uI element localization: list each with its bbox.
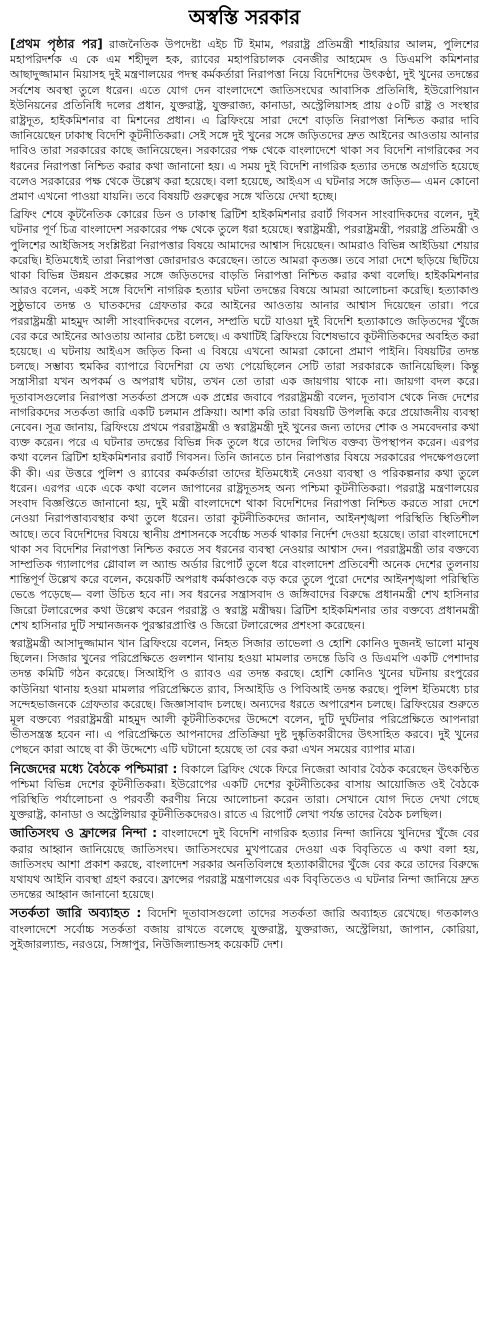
paragraph-text: বিদেশি দূতাবাসগুলো তাদের সতর্কতা জারি অব্যাহত রেখেছে। গতকালও বাংলাদেশে সর্বোচ্চ সতর্কতা বজায় রাখতে বলেছে যুক্তরাষ্ট্র, যুক্তরাজ্য, অস্ট্রেলিয়া, জাপান, কোরিয়া, সুইজারল্যান্ড, নরওয়ে, সিঙ্গাপুর, নিউজিল্যান্ডসহ কয়েকটি দেশ। xyxy=(10,907,479,951)
paragraph-text: ব্রিফিং শেষে কূটনৈতিক কোরের ডিন ও ঢাকাস্থ ব্রিটিশ হাইকমিশনার রবার্ট গিবসন সাংবাদিকদের বলেন, দুই ঘটনার পূর্ণ চিত্র বাংলাদেশ সরকারের পক্ষ থেকে তুলে ধরা হয়েছে। স্বরাষ্ট্রমন্ত্রী, পররাষ্ট্রমন্ত্রী, পররাষ্ট্র প্রতিমন্ত্রী ও পুলিশের আইজিসহ সংশ্লিষ্টরা নিরাপত্তার বিষয়ে আমাদের আশ্বাস দিয়েছেন। আমরাও বিভিন্ন আইডিয়া শেয়ার করেছি। ইতিমধ্যেই তারা নিরাপত্তা জোরদারও করেছেন। তাতে আমরা কৃতজ্ঞ। তবে সারা দেশে ছড়িয়ে ছিটিয়ে থাকা বিভিন্ন উন্নয়ন প্রকল্পের সঙ্গে জড়িতদের বাড়তি নিরাপত্তা নিশ্চিত করার কথা বলেছি। হাইকমিশনার আরও বলেন, একই সঙ্গে বিদেশি নাগরিক হত্যার ঘটনা তদন্তের বিষয়ে আমরা আলোচনা করেছি। হত্যাকাণ্ড সুষ্ঠুভাবে তদন্ত ও ঘাতকদের গ্রেফতার করে আইনের আওতায় আনার আশ্বাস দিয়েছেন তারা। পরে পররাষ্ট্রমন্ত্রী মাহমুদ আলী সাংবাদিকদের বলেন, সম্প্রতি ঘটে যাওয়া দুই বিদেশি হত্যাকাণ্ডে জড়িতদের খুঁজে বের করে আইনের আওতায় আনার চেষ্টা চলছে। এ কথাটিই ব্রিফিংয়ে বিশেষভাবে কূটনীতিকদের অবহিত করা হয়েছে। এ ঘটনায় আইএস জড়িত কিনা এ বিষয়ে এখনো আমরা কোনো প্রমাণ পাইনি। বিষয়টির তদন্ত চলছে। সম্ভাব্য হুমকির ব্যাপারে বিদেশিরা যে তথ্য পেয়েছিলেন সেটি তারা সরকারকে জানিয়েছিল। কিন্তু সন্ত্রাসীরা যখন অপকর্ম ও অপরাধ ঘটায়, তখন তো তারা এক জায়গায় থাকে না। জায়গা বদল করে। দূতাবাসগুলোর নিরাপত্তা সতর্কতা প্রসঙ্গে এক প্রশ্নের জবাবে পররাষ্ট্রমন্ত্রী বলেন, দূতাবাস থেকে নিজ দেশের নাগরিকদের সতর্কতা জারি একটি চলমান প্রক্রিয়া। আশা করি তারা বিষয়টি উপলব্ধি করে প্রয়োজনীয় ব্যবস্থা নেবেন। সূত্র জানায়, ব্রিফিংয়ে প্রথমে পররাষ্ট্রমন্ত্রী ও স্বরাষ্ট্রমন্ত্রী দুই খুনের জন্য তাদের শোক ও সমবেদনার কথা ব্যক্ত করেন। পরে এ ঘটনার তদন্তের বিভিন্ন দিক তুলে ধরে তাদের লিখিত বক্তব্য উপস্থাপন করেন। এরপর কথা বলেন ব্রিটিশ হাইকমিশনার রবার্ট গিবসন। তিনি জানতে চান নিরাপত্তার বিষয়ে সরকারের পদক্ষেপগুলো কী কী। এর উত্তরে পুলিশ ও র‍্যাবের কর্মকর্তারা তাদের ইতিমধ্যেই নেওয়া ব্যবস্থা ও পরিকল্পনার কথা তুলে ধরেন। এরপর একে একে কথা বলেন জাপানের রাষ্ট্রদূতসহ অন্য পশ্চিমা কূটনীতিকরা। পররাষ্ট্র মন্ত্রণালয়ের সংবাদ বিজ্ঞপ্তিতে জানানো হয়, দুই মন্ত্রী বাংলাদেশে থাকা বিদেশিদের নিরাপত্তা নিশ্চিত করতে সারা দেশে নেওয়া নিরাপত্তাব্যবস্থার কথা তুলে ধরেন। তারা কূটনীতিকদের জানান, আইনশৃঙ্খলা পরিস্থিতি স্থিতিশীল আছে। তবে বিদেশিদের বিষয়ে স্থানীয় প্রশাসনকে সর্বোচ্চ সতর্ক থাকার নির্দেশ দেওয়া হয়েছে। তারা বাংলাদেশে থাকা সব বিদেশির নিরাপত্তা নিশ্চিত করতে সব ধরনের ব্যবস্থা নেওয়ার আশ্বাস দেন। পররাষ্ট্রমন্ত্রী তার বক্তব্যে সাম্প্রতিক গ্যালাপের গ্লোবাল ল অ্যান্ড অর্ডার রিপোর্ট তুলে ধরে বাংলাদেশ প্রতিবেশী অনেক দেশের তুলনায় শান্তিপূর্ণ উল্লেখ করে বলেন, কয়েকটি অপরাধ কর্মকাণ্ডকে বড় করে তুলে পুরো দেশের আইনশৃঙ্খলা পরিস্থিতি ভেঙে পড়েছে— বলা উচিত হবে না। সব ধরনের সন্ত্রাসবাদ ও জঙ্গিবাদের বিরুদ্ধে প্রধানমন্ত্রী শেখ হাসিনার জিরো টলারেন্সের কথা উল্লেখ করেন পররাষ্ট্র ও স্বরাষ্ট্র মন্ত্রীদ্বয়। ব্রিটিশ হাইকমিশনার তার বক্তব্যে প্রধানমন্ত্রী শেখ হাসিনার দুটি সম্মানজনক পুরস্কারপ্রাপ্তি ও জিরো টলারেন্সের প্রশংসা করেছেন। xyxy=(10,208,479,632)
paragraph-text: স্বরাষ্ট্রমন্ত্রী আসাদুজ্জামান খান ব্রিফিংয়ে বলেন, নিহত সিজার তাভেলা ও হোশি কোনিও দুজনই ভালো মানুষ ছিলেন। সিজার খুনের পরিপ্রেক্ষিতে গুলশান থানায় হওয়া মামলার তদন্তে ডিবি ও ডিএমপি একটি পেশাদার তদন্ত কমিটি গঠন করেছে। সিআইপি ও র‍্যাবও এর তদন্ত করছে। হোশি কোনিও খুনের ঘটনায় রংপুরের কাউনিয়া থানায় হওয়া মামলার পরিপ্রেক্ষিতে র‍্যাব, সিআইডি ও পিবিআই তদন্ত করছে। পুলিশ ইতিমধ্যে চার সন্দেহভাজনকে গ্রেফতার করেছে। জিজ্ঞাসাবাদ চলছে। অন্যদের ধরতে অপারেশন চলছে। ব্রিফিংয়ের শুরুতে মূল বক্তব্যে পররাষ্ট্রমন্ত্রী মাহমুদ আলী কূটনীতিকদের উদ্দেশে বলেন, দুটি দুর্ঘটনার পরিপ্রেক্ষিতে আপনারা ভীতসন্ত্রস্ত হবেন না। এ পরিপ্রেক্ষিতে আপনাদের প্রতিক্রিয়া দুষ্ট দুষ্কৃতিকারীদের উৎসাহিত করবে। দুই খুনের পেছনে কারা আছে বা কী উদ্দেশ্যে এটি ঘটানো হয়েছে তা বের করা এখন সময়ের ব্যাপার মাত্র। xyxy=(10,636,479,757)
paragraph-6 xyxy=(10,905,479,952)
paragraph-text: বিকালে ব্রিফিং থেকে ফিরে নিজেরা আবার বৈঠক করেছেন উৎকণ্ঠিত পশ্চিমা বিভিন্ন দেশের কূটনীতিকরা। ইউরোপের একটি দেশের কূটনীতিকের বাসায় আয়োজিত ওই বৈঠকে পরিস্থিতি পর্যালোচনা ও পরবর্তী করণীয় নিয়ে আলোচনা করেন তারা। সেখানে যোগ দিতে দেখা গেছে যুক্তরাষ্ট্র, কানাডা ও অস্ট্রেলিয়ার কূটনীতিকদেরও। রাতে এ রিপোর্ট লেখা পর্যন্ত তাদের বৈঠক চলছিল। xyxy=(10,762,479,822)
paragraph-3 xyxy=(10,636,479,758)
paragraph-text: রাজনৈতিক উপদেষ্টা এইচ টি ইমাম, পররাষ্ট্র প্রতিমন্ত্রী শাহরিয়ার আলম, পুলিশের মহাপরিদর্শক এ কে এম শহীদুল হক, র‍্যাবের মহাপরিচালক বেনজীর আহমেদ ও ডিএমপি কমিশনার আছাদুজ্জামান মিয়াসহ দুই মন্ত্রণালয়ের পদস্থ কর্মকর্তারা নিরাপত্তা নিয়ে বিদেশিদের উৎকণ্ঠা, দুই খুনের তদন্তের সর্বশেষ অবস্থা তুলে ধরেন। এতে যোগ দেন বাংলাদেশে জাতিসংঘের আবাসিক প্রতিনিধি, ইউরোপিয়ান ইউনিয়নের প্রতিনিধি দলের প্রধান, যুক্তরাষ্ট্র, যুক্তরাজ্য, কানাডা, অস্ট্রেলিয়াসহ প্রায় ৫০টি রাষ্ট্র ও সংস্থার রাষ্ট্রদূত, হাইকমিশনার বা মিশনের প্রধান। এ ব্রিফিংয়ে সারা দেশে বাড়তি নিরাপত্তা নিশ্চিত করার দাবি জানিয়েছেন ঢাকাস্থ বিদেশি কূটনীতিকরা। সেই সঙ্গে দুই খুনের সঙ্গে জড়িতদের দ্রুত আইনের আওতায় আনার দাবিও তারা সরকারের কাছে জানিয়েছেন। সরকারের পক্ষ থেকে বাংলাদেশে থাকা সব বিদেশি নাগরিকের সব ধরনের নিরাপত্তা নিশ্চিত করার কথা জানানো হয়। এ সময় দুই বিদেশি নাগরিক হত্যার তদন্তে অগ্রগতি হয়েছে বলেও সরকারের পক্ষ থেকে উল্লেখ করা হয়েছে। বলা হয়েছে, আইএস এ ঘটনার সঙ্গে জড়িত— এমন কোনো প্রমাণ এখনো পাওয়া যায়নি। তবে বিষয়টি গুরুত্বের সঙ্গে খতিয়ে দেখা হচ্ছে। xyxy=(10,38,479,204)
subheading-alert: সতর্কতা জারি অব্যাহত : xyxy=(10,905,142,921)
article-headline: অস্বস্তি সরকার xyxy=(188,5,301,29)
paragraph-lead: [প্রথম পৃষ্ঠার পর] xyxy=(10,36,103,51)
paragraph-1 xyxy=(10,36,479,204)
subheading-west-meeting: নিজেদের মধ্যে বৈঠকে পশ্চিমারা : xyxy=(10,760,178,776)
paragraph-2 xyxy=(10,207,479,633)
paragraph-5 xyxy=(10,825,479,902)
paragraph-4 xyxy=(10,761,479,823)
paragraph-text: বাংলাদেশে দুই বিদেশি নাগরিক হত্যার নিন্দা জানিয়ে খুনিদের খুঁজে বের করার আহ্বান জানিয়েছে জাতিসংঘ। জাতিসংঘের মুখপাত্রের দেওয়া এক বিবৃতিতে এ কথা বলা হয়, জাতিসংঘ আশা প্রকাশ করছে, বাংলাদেশ সরকার অনতিবিলম্বে হত্যাকারীদের খুঁজে বের করে তাদের বিরুদ্ধে যথাযথ আইনি ব্যবস্থা গ্রহণ করবে। ফ্রান্সের পররাষ্ট্র মন্ত্রণালয়ের এক বিবৃতিতেও এ ঘটনার নিন্দা জানিয়ে দ্রুত তদন্তের আহ্বান জানানো হয়েছে। xyxy=(10,827,479,902)
subheading-un-france: জাতিসংঘ ও ফ্রান্সের নিন্দা : xyxy=(10,825,158,841)
